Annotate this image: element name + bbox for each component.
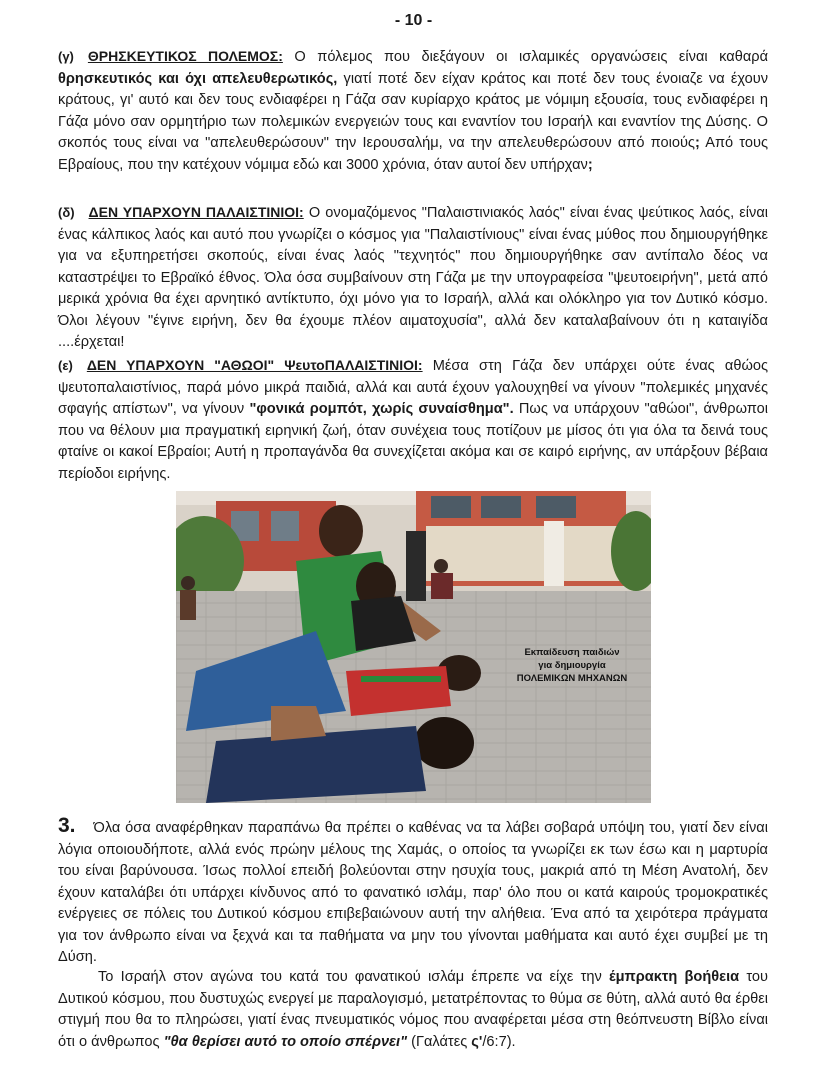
section-3-text: Όλα όσα αναφέρθηκαν παραπάνω θα πρέπει ο καθένας να τα λάβει σοβαρά υπόψη του, γιατί δεν είναι λόγια οποιουδήποτε, αλλά ενός πρώην μέλους της Χαμάς, ο οποίος τα γνωρίζει εκ των έσω και η μαρτυρία του είναι βαρύνουσα. Ίσως πολλοί επειδή βολεύονται στην ησυχία τους, μακριά από τη Μέση Ανατολή, δεν έχουν καταλάβει ότι υπάρχει κίνδυνος από το φανατικό ισλάμ, παρ' όλο που οι κατά καιρούς τρομοκρατικές ενέργειες σε πόλεις του Δυτικού κόσμου επιβεβαιώνουν αυτή την αλήθεια. Ένα από τα χειρότερα πράγματα για τον άνθρωπο είναι να ξεχνά και τα παθήματα να μην του γίνονται μαθήματα και αυτό έχει συμβεί με τη Δύση. bbox=[58, 820, 768, 965]
section-e-tag: (ε) bbox=[58, 358, 73, 373]
section-g-paragraph bbox=[58, 46, 768, 176]
section-g-text2: γιατί ποτέ δεν είχαν κράτος και ποτέ δεν τους ένοιαζε να έχουν κράτους, γι' αυτό και δεν τους ενδιαφέρει η Γάζα σαν κυρίαρχο κράτος με νόμιμη εξουσία, τους ενδιαφέρει η Γάζα μόνο σαν ορμητήριο των πολεμικών ενεργειών τους και εναντίον του Ισραήλ και εναντίον της Δύσης. Ο σκοπός τους είναι να "απελευθερώσουν" την Ιερουσαλήμ, να την απελευθερώσουν από ποιούς bbox=[58, 70, 769, 151]
closing-bold1: έμπρακτη βοήθεια bbox=[609, 969, 740, 985]
page-number: - 10 - bbox=[394, 12, 433, 29]
section-e-text1: Μέσα στη Γάζα δεν υπάρχει ούτε ένας αθώος ψευτοπαλαιστίνιος, παρά μόνο μικρά παιδιά, αλλά και αυτά έχουν γαλουχηθεί να γίνουν "πολεμικές μηχανές σφαγής απίστων", να γίνουν bbox=[58, 358, 768, 417]
section-e-bold1: "φονικά ρομπότ, χωρίς συναίσθημα". bbox=[249, 401, 514, 417]
section-g-text3: Από τους Εβραίους, που την κατέχουν νόμιμα εδώ και 3000 χρόνια, όταν αυτοί δεν υπήρχαν bbox=[58, 135, 768, 173]
section-g-bold1: θρησκευτικός και όχι απελευθερωτικός, bbox=[58, 70, 338, 87]
section-e-paragraph bbox=[58, 355, 768, 485]
section-3-number: 3. bbox=[58, 814, 76, 837]
section-g-heading: ΘΡΗΣΚΕΥΤΙΚΟΣ ΠΟΛΕΜΟΣ: bbox=[87, 48, 283, 64]
section-d-tag: (δ) bbox=[58, 205, 75, 220]
section-d-paragraph bbox=[58, 202, 768, 354]
closing-text1: Το Ισραήλ στον αγώνα του κατά του φανατικού ισλάμ έπρεπε να είχε την bbox=[98, 969, 610, 985]
section-e-text2: Πως να υπάρχουν "αθώοι", άνθρωποι που να θέλουν μια πραγματική ειρηνική ζωή, όταν συνέχεια τους ποτίζουν με μίσος ότι για όλα τα δεινά τους φταίνε οι κακοί Εβραίοι; Αυτή η προπαγάνδα θα συνεχίζεται ακόμα και σε καιρό ειρήνης, αν υπάρξουν βέβαια περίοδοι ειρήνης. bbox=[58, 401, 768, 482]
closing-ref-bold: ς' bbox=[471, 1033, 483, 1050]
section-d-text: Ο ονομαζόμενος "Παλαιστινιακός λαός" είναι ένας ψεύτικος λαός, είναι ένας κάλπικος λαός και αυτό που γνωρίζει ο κόσμος για "Παλαιστίνιους" είναι ένας μύθος που δημιουργήθηκε για να εξυπηρετήσει σκοπούς, είναι ένας λαός "τεχνητός" που δημιουργήθηκε σαν αντίπαλο δέος να καταστρέψει το Εβραϊκό έθνος. Όλα όσα συμβαίνουν στη Γάζα με την υπογραφείσα "ψευτοειρήνη", μετά από μερικά χρόνια θα έχει αρνητικό αντίκτυπο, όχι μόνο για το Ισραήλ, αλλά και ολόκληρο για τον Δυτικό κόσμο. Όλοι λέγουν "έγινε ειρήνη, δεν θα έχουμε πλέον αιματοχυσία", αλλά δεν καταλαβαίνουν ότι η καταιγίδα ....έρχεται! bbox=[58, 205, 769, 350]
closing-quote: "θα θερίσει αυτό το οποίο σπέρνει" bbox=[163, 1033, 408, 1050]
section-3-paragraph bbox=[58, 815, 768, 969]
section-d-heading: ΔΕΝ ΥΠΑΡΧΟΥΝ ΠΑΛΑΙΣΤΙΝΙΟΙ: bbox=[88, 204, 304, 220]
section-e-heading: ΔΕΝ ΥΠΑΡΧΟΥΝ "ΑΘΩΟΙ" ΨευτοΠΑΛΑΙΣΤΙΝΙΟΙ: bbox=[86, 357, 423, 373]
closing-ref-end: /6:7). bbox=[482, 1033, 516, 1050]
caption-line-1: Εκπαίδευση παιδιών bbox=[524, 647, 620, 658]
section-g-semicolon2: ; bbox=[587, 156, 593, 173]
closing-ref-start: (Γαλάτες bbox=[407, 1033, 472, 1050]
photo-caption bbox=[497, 646, 647, 685]
section-g-text1: Ο πόλεμος που διεξάγουν οι ισλαμικές οργανώσεις είναι καθαρά bbox=[282, 49, 769, 65]
caption-line-3: ΠΟΛΕΜΙΚΩΝ ΜΗΧΑΝΩΝ bbox=[516, 673, 628, 684]
closing-paragraph bbox=[58, 967, 768, 1053]
closing-text2: του Δυτικού κόσμου, που δυστυχώς ενεργεί με παραλογισμό, μετατρέποντας το θύμα σε θύτη, αλλά αυτό θα έρθει στιγμή που θα το πληρώσει, γιατί ένας πνευματικός νόμος που αναφέρεται μέσα στη θεόπνευστη Βίβλο είναι ότι ο άνθρωπος bbox=[58, 969, 768, 1050]
section-g-semicolon1: ; bbox=[694, 135, 700, 151]
section-g-tag: (γ) bbox=[58, 49, 74, 64]
caption-line-2: για δημιουργία bbox=[538, 660, 606, 671]
